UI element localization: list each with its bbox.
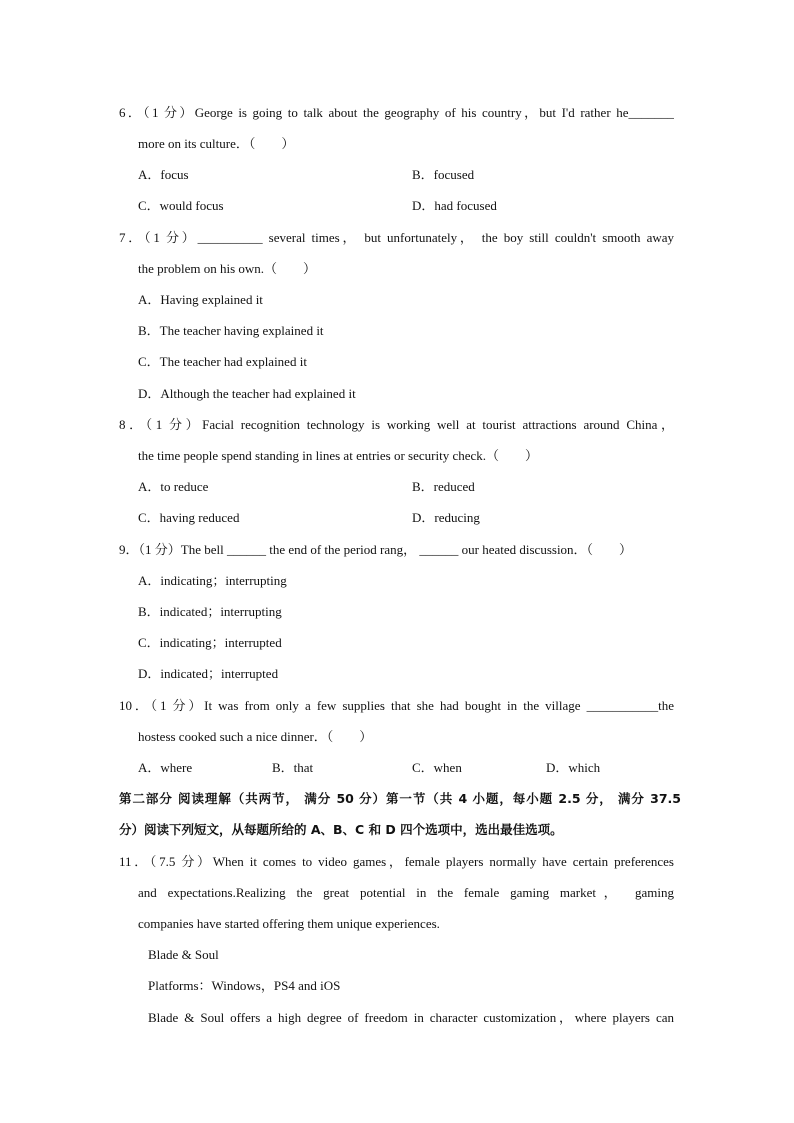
section-instructions: 分）阅读下列短文，从每题所给的 A、B、C 和 D 四个选项中，选出最佳选项。 [119,822,563,837]
game-title: Blade & Soul [148,947,219,962]
question-6-option-d[interactable]: D．had focused [412,198,497,213]
question-8-stem-cont: the time people spend standing in lines at entries or security check.（ ） [138,448,539,463]
question-8-option-c[interactable]: C．having reduced [138,510,240,525]
question-10-option-a[interactable]: A．where [138,760,193,775]
question-7-option-a[interactable]: A．Having explained it [138,292,263,307]
question-6-option-b[interactable]: B．focused [412,167,475,182]
question-10-option-c[interactable]: C．when [412,760,462,775]
game-platforms: Platforms：Windows，PS4 and iOS [148,978,341,993]
question-6-stem: 6．（1 分）George is going to talk about the geography of his country，but I'd rather he_______ [119,105,674,120]
question-8-option-a[interactable]: A．to reduce [138,479,209,494]
question-6-stem-cont: more on its culture．（ ） [138,136,295,151]
question-11-stem: 11．（7.5 分）When it comes to video games，female players normally have certain preferences [119,854,674,869]
question-11-stem-end: companies have started offering them unique experiences. [138,916,440,931]
question-7-option-c[interactable]: C．The teacher had explained it [138,354,307,369]
question-9-option-a[interactable]: A．indicating；interrupting [138,573,287,588]
question-8-stem: 8．（1 分）Facial recognition technology is working well at tourist attractions around China， [119,417,674,432]
question-7-option-d[interactable]: D．Although the teacher had explained it [138,386,356,401]
question-7-stem: 7．（1 分）__________ several times， but unfortunately， the boy still couldn't smooth away [119,230,674,245]
question-10-option-d[interactable]: D．which [546,760,601,775]
question-9-option-b[interactable]: B．indicated；interrupting [138,604,282,619]
question-7-stem-cont: the problem on his own.（ ） [138,261,317,276]
question-10-stem: 10．（1 分）It was from only a few supplies that she had bought in the village ___________the [119,698,674,713]
question-6-option-a[interactable]: A．focus [138,167,189,182]
question-11-stem-cont: and expectations.Realizing the great potential in the female gaming market， gaming [138,885,674,900]
question-9-option-d[interactable]: D．indicated；interrupted [138,666,279,681]
question-9-option-c[interactable]: C．indicating；interrupted [138,635,282,650]
section-heading: 第二部分 阅读理解（共两节， 满分 50 分）第一节（共 4 小题，每小题 2.5 分， 满分 37.5 [119,791,681,806]
question-10-option-b[interactable]: B．that [272,760,314,775]
question-8-option-d[interactable]: D．reducing [412,510,480,525]
question-7-option-b[interactable]: B．The teacher having explained it [138,323,324,338]
question-10-stem-cont: hostess cooked such a nice dinner．（ ） [138,729,373,744]
question-9-stem: 9．（1 分）The bell ______ the end of the period rang， ______ our heated discussion．（ ） [119,542,633,557]
question-8-option-b[interactable]: B．reduced [412,479,475,494]
passage-paragraph: Blade & Soul offers a high degree of freedom in character customization，where players can [148,1010,674,1025]
question-6-option-c[interactable]: C．would focus [138,198,224,213]
